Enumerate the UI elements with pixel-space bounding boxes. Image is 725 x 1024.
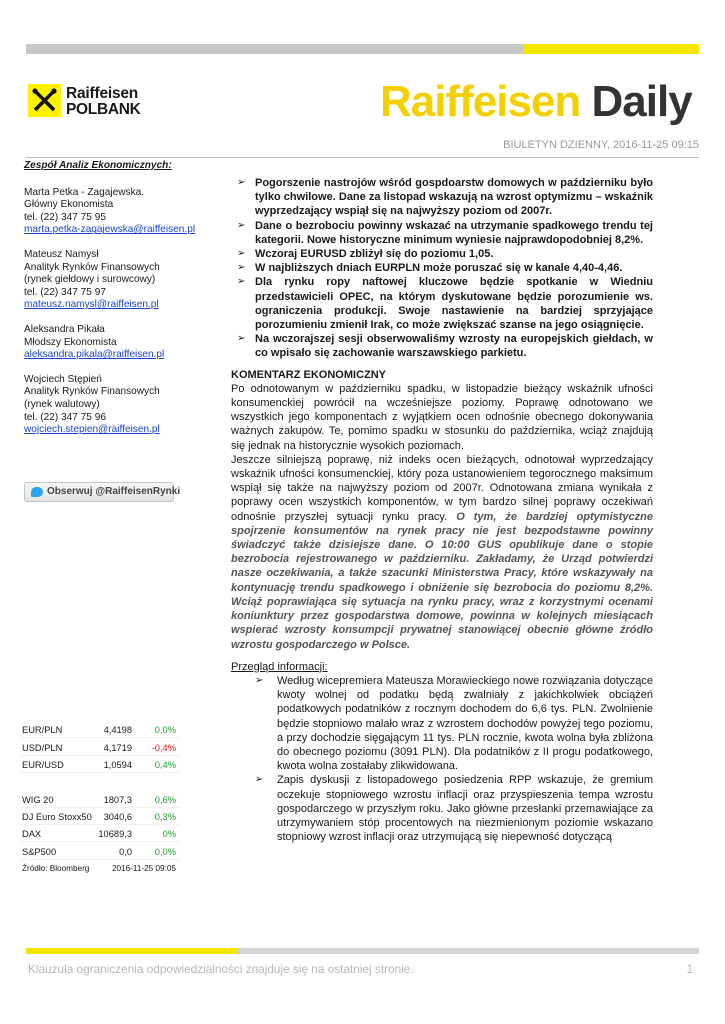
contact-role: Analityk Rynków Finansowych	[24, 261, 160, 273]
raiffeisen-gable-cross-icon	[28, 84, 61, 117]
contact-name: Aleksandra Pikała	[24, 323, 105, 335]
contact-card	[24, 324, 220, 362]
contact-role-detail: (rynek walutowy)	[24, 398, 100, 410]
contact-card	[24, 249, 220, 312]
highlight-item: ➢ Na wczorajszej sesji obserwowaliśmy wzrosty na europejskich giełdach, w co wpisało się zachowanie warszawskiego parkietu.	[231, 332, 653, 360]
market-change: 0,6%	[154, 794, 176, 805]
publication-title-word1: Raiffeisen	[380, 77, 581, 126]
komentarz-paragraph-1: Po odnotowanym w październiku spadku, w listopadzie bieżący wskaźnik ufności konsumenckiej powrócił na wcześniejsze poziomy. Poprawę odnotowano we wszystkich jego komponentach z wyjątkiem ocen odnośnie obecnego dokonywania ważnych zakupów. Te, pomimo spadku w stosunku do października, wciąż znajdują się jednak na historycznie wysokich poziomach.	[231, 382, 653, 452]
analyst-contacts	[24, 160, 220, 437]
przeglad-list	[231, 674, 653, 844]
footer-rule-gray	[238, 948, 699, 954]
market-value: 4,4198	[103, 725, 132, 736]
market-change: 0,0%	[154, 846, 176, 857]
market-source: Źródło: Bloomberg	[22, 863, 90, 873]
highlight-item: ➢ Pogorszenie nastrojów wśród gospdoarstw domowych w październiku było tylko chwilowe. Dane za listopad wskazują na wzrost optymizmu – wskaźnik wyprzedzający wspiął się na najwyższy poziom od 2007r.	[231, 176, 653, 219]
contact-name: Mateusz Namysł	[24, 248, 99, 260]
contact-email-link[interactable]: mateusz.namysl@raiffeisen.pl	[24, 299, 159, 311]
contact-phone: tel. (22) 347 75 95	[24, 211, 106, 223]
logo-line-2: POLBANK	[66, 101, 141, 118]
przeglad-item: ➢ Według wicepremiera Mateusza Morawieckiego nowe rozwiązania dotyczące kwoty wolnej od podatku będą zwalniały z jakichkolwiek obciążeń podatkowych podatników z rocznym dochodem do 6,6 tys. PLN. Zwolnienie będzie stopniowo malało wraz z wzrostem dochodów powyżej tego poziomu, a przy dochodzie sięgającym 11 tys. PLN rocznie, kwota wolna była zbliżona do obecnego poziomu (3091 PLN). Dla podatników z II progu podatkowego, kwota wolna zostałaby zlikwidowana.	[277, 674, 653, 773]
team-title: Zespół Analiz Ekonomicznych:	[24, 160, 172, 171]
highlight-item: ➢ Wczoraj EURUSD zbliżył się do poziomu 1,05.	[231, 247, 653, 261]
publication-title	[380, 76, 692, 128]
page-number: 1	[686, 962, 693, 976]
highlight-item: ➢ Dla rynku ropy naftowej kluczowe będzie spotkanie w Wiedniu przedstawicieli OPEC, na którym dyskutowane będzie porozumienie ws. ograniczenia produkcji. Swoje nastawienie na bardziej sprzyjające porozumieniu zmienił Irak, co może zwiększać szanse na jego osiągnięcie.	[231, 275, 653, 332]
contact-role: Analityk Rynków Finansowych	[24, 386, 160, 398]
market-value: 0,0	[119, 846, 132, 857]
contact-email-link[interactable]: marta.petka-zagajewska@raiffeisen.pl	[24, 224, 196, 236]
contact-email-link[interactable]: wojciech.stepien@raiffeisen.pl	[24, 424, 160, 436]
market-source-row	[20, 860, 180, 875]
market-value: 3040,6	[103, 812, 132, 823]
contact-email-link[interactable]: aleksandra.pikala@raiffeisen.pl	[24, 349, 165, 361]
footer-rule-yellow	[26, 948, 238, 954]
market-row	[20, 773, 180, 808]
market-row	[20, 738, 180, 755]
bulletin-date: BIULETYN DZIENNY, 2016-11-25 09:15	[503, 139, 699, 151]
przeglad-heading: Przegląd informacji:	[231, 660, 328, 673]
market-name: EUR/USD	[22, 759, 64, 770]
market-change: 0,4%	[154, 759, 176, 770]
highlight-item: ➢ W najbliższych dniach EURPLN może poruszać się w kanale 4,40-4,46.	[231, 261, 653, 275]
market-name: WIG 20	[22, 794, 54, 805]
komentarz-p2-text: Jeszcze silniejszą poprawę, niż indeks ocen bieżących, odnotował wyprzedzający wskaźnik ufności konsumenckiej, który poza ustanowieniem tegorocznego maksimum wspiął się także na najwyższy poziom od 2007r. Odnotowana zmiana wynikała z poprawy ocen wszystkich komponentów, w tym bardzo silnej poprawy oczekiwań odnośnie przyszłej sytuacji rynku pracy.	[231, 453, 653, 523]
market-name: DAX	[22, 829, 42, 840]
contact-phone: tel. (22) 347 75 97	[24, 286, 106, 298]
market-source-date: 2016-11-25 09:05	[111, 863, 176, 873]
market-name: USD/PLN	[22, 742, 63, 753]
market-change: 0%	[162, 829, 176, 840]
market-change: -0,4%	[151, 742, 176, 753]
contact-name: Wojciech Stępień	[24, 373, 102, 385]
market-row	[20, 721, 180, 738]
komentarz-heading: KOMENTARZ EKONOMICZNY	[231, 368, 387, 381]
market-change: 0,0%	[154, 725, 176, 736]
market-row	[20, 756, 180, 773]
contact-phone: tel. (22) 347 75 96	[24, 411, 106, 423]
market-value: 1807,3	[103, 794, 132, 805]
twitter-follow-button[interactable]	[24, 482, 181, 502]
contact-card	[24, 187, 220, 237]
main-content	[231, 176, 653, 844]
contact-name: Marta Petka - Zagajewska.	[24, 186, 145, 198]
contact-role: Główny Ekonomista	[24, 199, 114, 211]
komentarz-paragraph-2	[231, 453, 653, 652]
market-value: 4,1719	[103, 742, 132, 753]
twitter-bird-icon	[31, 487, 43, 497]
przeglad-item: ➢ Zapis dyskusji z listopadowego posiedzenia RPP wskazuje, że gremium oczekuje stopniowego wzrostu inflacji oraz przyspieszenia tempa wzrostu gospodarczego w przyszłym roku. Jako główne przesłanki przemawiające za utrzymywaniem stóp procentowych na niezmienionym poziomie wskazano stopniowy wzrost inflacji oraz utrzymującą się niepewność dotyczącą	[277, 773, 653, 844]
market-table	[20, 721, 180, 875]
highlights-list	[231, 176, 653, 361]
logo-line-1: Raiffeisen	[66, 85, 139, 102]
market-row	[20, 825, 180, 842]
market-value: 10689,3	[98, 829, 132, 840]
market-name: EUR/PLN	[22, 725, 63, 736]
highlight-item: ➢ Dane o bezrobociu powinny wskazać na utrzymanie spadkowego trendu tej kategorii. Nowe historyczne minimum wyniesie najprawdopodobniej 8,2%.	[231, 219, 653, 247]
contact-role: Młodszy Ekonomista	[24, 336, 117, 348]
market-name: S&P500	[22, 846, 57, 857]
market-row	[20, 808, 180, 825]
market-value: 1,0594	[103, 759, 132, 770]
komentarz-p2-emphasis: O tym, że bardziej optymistyczne spojrzenie konsumentów na rynek pracy nie jest bezpodstawne powinny świadczyć także dzisiejsze dane. O 10:00 GUS opublikuje dane o stopie bezrobocia rejestrowanego w październiku. Zakładamy, że Urząd potwierdzi nasze oczekiwania, a także szacunki Ministerstwa Pracy, które wskazywały na kontynuację trendu spadkowego i obniżenie się bezrobocia do poziomu 8,2%. Wciąż poprawiająca się sytuacja na rynku pracy, wraz z korzystnymi ocenami koniunktury przez gospodarstwa domowe, powinna w kolejnych miesiącach wspierać wzrosty konsumpcji prywatnej stanowiącej obecnie główne źródło wzrostu gospodarczego w Polsce.	[231, 510, 653, 651]
header-separator	[26, 157, 699, 158]
market-row	[20, 842, 180, 859]
raiffeisen-polbank-logo	[28, 84, 178, 124]
publication-title-word2: Daily	[591, 77, 692, 126]
top-rule-yellow	[523, 44, 699, 54]
footer-disclaimer: Klauzula ograniczenia odpowiedzialności znajduje się na ostatniej stronie.	[28, 962, 414, 976]
market-name: DJ Euro Stoxx50	[22, 812, 92, 823]
market-change: 0,3%	[154, 812, 176, 823]
contact-card	[24, 374, 220, 437]
twitter-follow-label: Obserwuj @RaiffeisenRynki	[47, 486, 181, 497]
contact-role-detail: (rynek giełdowy i surowcowy)	[24, 274, 156, 286]
